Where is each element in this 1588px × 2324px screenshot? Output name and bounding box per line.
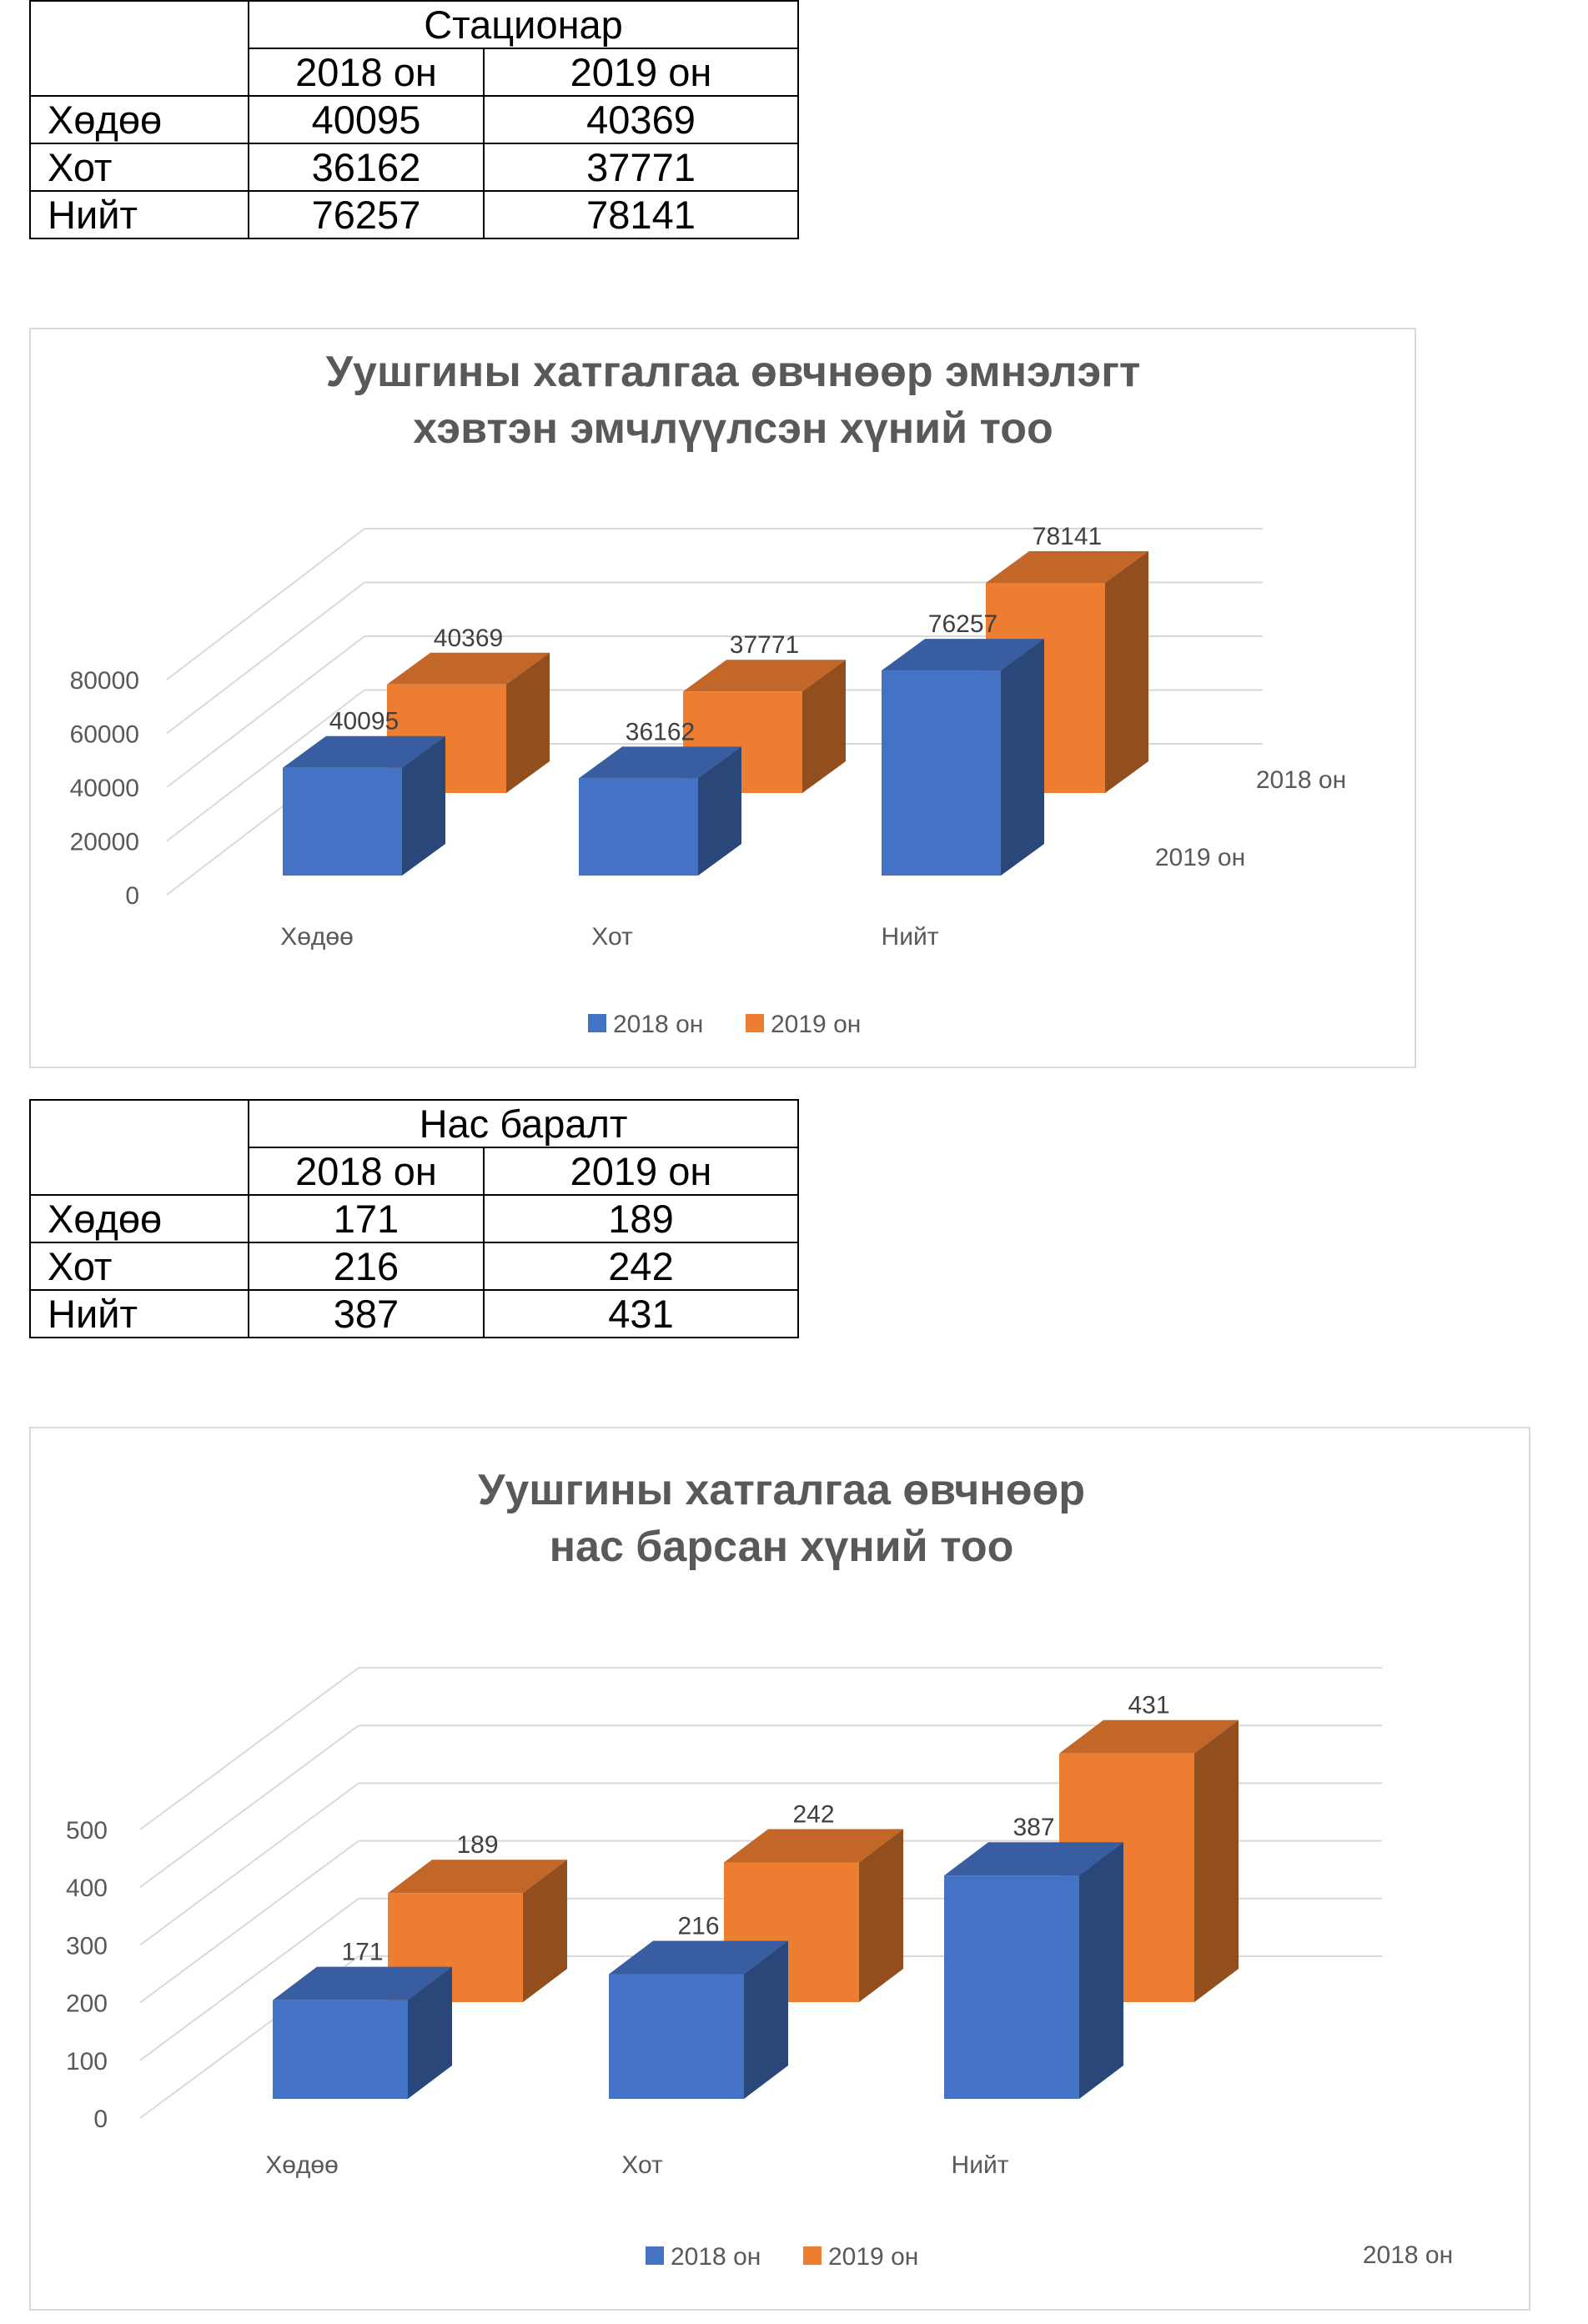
table-group-header: Нас баралт [249, 1100, 798, 1147]
row-label: Хот [30, 143, 249, 191]
category-label: Нийт [951, 2151, 1009, 2179]
column-header: 2018 он [249, 48, 484, 96]
bar [283, 768, 402, 876]
data-label: 387 [1013, 1814, 1055, 1842]
table-header-row [30, 1, 798, 48]
chart-title-line: Уушгины хатгалгаа өвчнөөр эмнэлэгт [325, 348, 1141, 396]
y-tick-label: 400 [65, 1875, 108, 1903]
bar [273, 2000, 408, 2099]
data-label: 242 [792, 1800, 835, 1829]
data-label: 40095 [329, 707, 400, 735]
y-tick-label: 80000 [69, 667, 139, 695]
gridline-side [140, 1725, 359, 1887]
y-tick-label: 100 [65, 2047, 108, 2076]
category-label: Хөдөө [265, 2151, 339, 2179]
legend-label: 2018 он [671, 2243, 761, 2271]
y-tick-label: 60000 [69, 720, 139, 749]
table-group-header: Стационар [249, 1, 798, 48]
category-label: Хөдөө [280, 923, 354, 951]
legend-swatch [588, 1014, 606, 1032]
table-row [30, 191, 798, 238]
bar [882, 670, 1001, 876]
column-header: 2019 он [484, 1147, 798, 1195]
table-cell: 242 [484, 1242, 798, 1290]
y-tick-label: 200 [65, 1990, 108, 2018]
mortality-chart-svg [31, 1428, 1529, 2309]
category-label: Хот [591, 923, 633, 951]
category-label: Нийт [881, 923, 939, 951]
table-row [30, 1195, 798, 1242]
chart-title-line: Уушгины хатгалгаа өвчнөөр [478, 1466, 1085, 1514]
depth-axis-label: 2018 он [1255, 766, 1347, 794]
legend-label: 2019 он [771, 1011, 862, 1038]
table-corner-cell [30, 1100, 249, 1195]
data-label: 36162 [625, 718, 696, 746]
chart-title-line: нас барсан хүний тоо [549, 1523, 1014, 1571]
row-label: Хөдөө [30, 96, 249, 143]
y-tick-label: 500 [65, 1817, 108, 1845]
legend-label: 2018 он [613, 1011, 704, 1038]
mortality-table [29, 1099, 799, 1338]
table-cell: 40095 [249, 96, 484, 143]
table-header-row [30, 1100, 798, 1147]
table-cell: 78141 [484, 191, 798, 238]
legend-swatch [746, 1014, 764, 1032]
row-label: Нийт [30, 1290, 249, 1338]
inpatient-chart [29, 328, 1416, 1068]
data-label: 78141 [1032, 522, 1103, 550]
chart-title-line: хэвтэн эмчлүүлсэн хүний тоо [413, 404, 1053, 453]
data-label: 171 [341, 1938, 384, 1966]
bar [944, 1875, 1079, 2099]
table-row [30, 1290, 798, 1338]
gridline-side [140, 1783, 359, 1945]
legend-swatch [803, 2246, 822, 2265]
bar-side [1105, 551, 1148, 793]
column-header: 2019 он [484, 48, 798, 96]
bar-side [1194, 1720, 1239, 2002]
y-tick-label: 300 [65, 1932, 108, 1960]
table-row [30, 96, 798, 143]
bar-side [1079, 1842, 1123, 2099]
y-tick-label: 20000 [69, 828, 139, 856]
table-corner-cell [30, 1, 249, 96]
row-label: Хот [30, 1242, 249, 1290]
table-cell: 171 [249, 1195, 484, 1242]
y-tick-label: 0 [125, 882, 139, 910]
depth-axis-label: 2019 он [1154, 844, 1246, 871]
table-cell: 37771 [484, 143, 798, 191]
table-cell: 387 [249, 1290, 484, 1338]
bar [579, 778, 698, 876]
table-cell: 216 [249, 1242, 484, 1290]
table-row [30, 143, 798, 191]
legend-swatch [646, 2246, 664, 2265]
y-tick-label: 40000 [69, 775, 139, 802]
gridline-side [140, 1668, 359, 1830]
depth-axis-label: 2018 он [1362, 2241, 1454, 2269]
data-label: 40369 [433, 624, 504, 652]
bar [609, 1975, 744, 2099]
legend-label: 2019 он [828, 2243, 919, 2271]
data-label: 216 [677, 1912, 720, 1940]
row-label: Нийт [30, 191, 249, 238]
row-label: Хөдөө [30, 1195, 249, 1242]
inpatient-chart-svg [31, 329, 1415, 1067]
column-header: 2018 он [249, 1147, 484, 1195]
data-label: 76257 [927, 610, 998, 639]
table-row [30, 1242, 798, 1290]
category-label: Хот [621, 2151, 663, 2179]
data-label: 37771 [729, 631, 800, 660]
y-tick-label: 0 [93, 2106, 108, 2133]
mortality-chart [29, 1427, 1530, 2311]
data-label: 431 [1128, 1691, 1170, 1719]
table-cell: 76257 [249, 191, 484, 238]
data-label: 189 [456, 1831, 499, 1860]
table-cell: 431 [484, 1290, 798, 1338]
bar-side [1001, 639, 1044, 876]
table-cell: 40369 [484, 96, 798, 143]
table-cell: 36162 [249, 143, 484, 191]
table-cell: 189 [484, 1195, 798, 1242]
inpatient-table [29, 0, 799, 239]
